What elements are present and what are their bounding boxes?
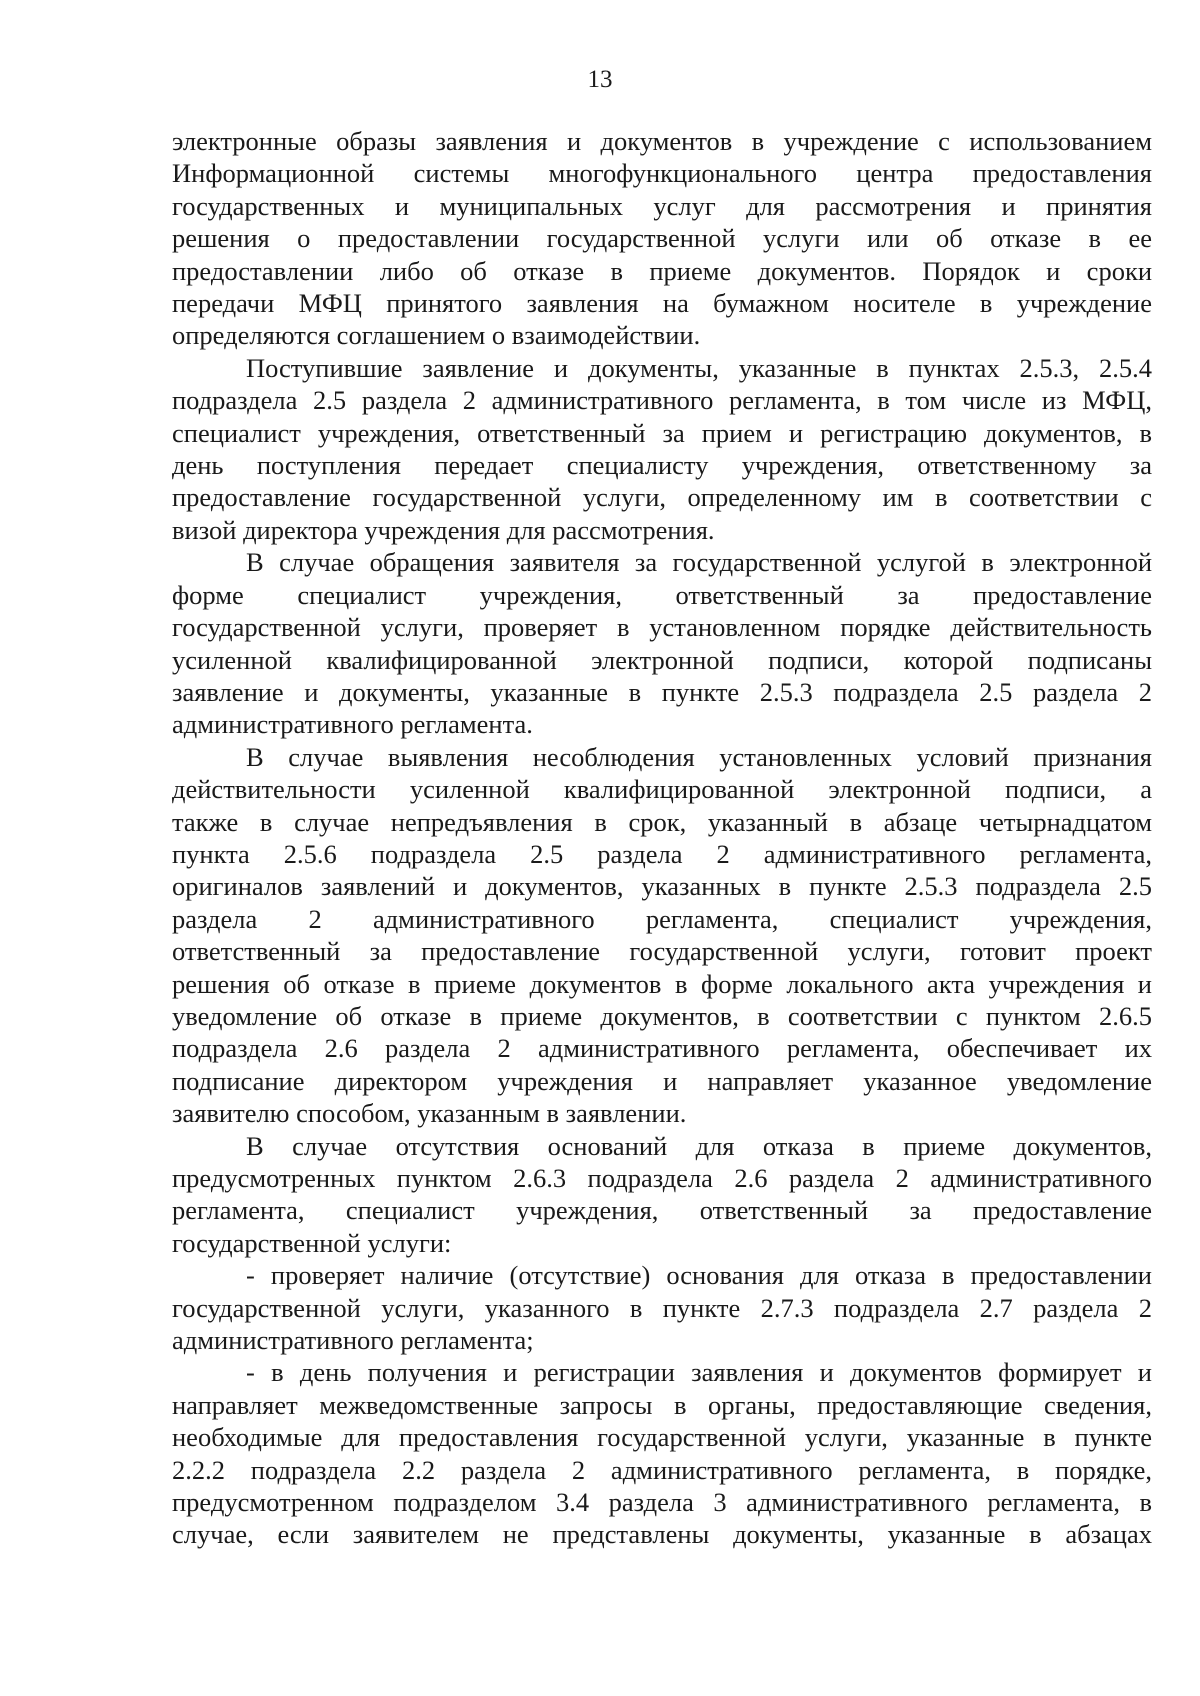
paragraph bbox=[172, 352, 1152, 546]
paragraph bbox=[172, 1130, 1152, 1260]
text-line: государственной услуги, указанного в пункте 2.7.3 подраздела 2.7 раздела 2 bbox=[172, 1292, 1152, 1323]
text-line: В случае выявления несоблюдения установленных условий признания bbox=[246, 741, 1152, 772]
text-line: направляет межведомственные запросы в органы, предоставляющие сведения, bbox=[172, 1389, 1152, 1420]
text-line: решения о предоставлении государственной услуги или об отказе в ее bbox=[172, 223, 1152, 254]
document-body bbox=[172, 125, 1152, 1551]
text-line: действительности усиленной квалифицированной электронной подписи, а bbox=[172, 774, 1152, 805]
text-line: заявителю способом, указанным в заявлении. bbox=[172, 1098, 687, 1129]
text-line: специалист учреждения, ответственный за прием и регистрацию документов, в bbox=[172, 417, 1152, 448]
text-line: также в случае непредъявления в срок, указанный в абзаце четырнадцатом bbox=[172, 806, 1152, 837]
text-line: В случае отсутствия оснований для отказа в приеме документов, bbox=[246, 1130, 1152, 1161]
text-line: государственной услуги, проверяет в установленном порядке действительность bbox=[172, 612, 1152, 643]
paragraph bbox=[172, 125, 1152, 352]
text-line: подраздела 2.5 раздела 2 административного регламента, в том числе из МФЦ, bbox=[172, 385, 1152, 416]
text-line: В случае обращения заявителя за государственной услугой в электронной bbox=[246, 547, 1152, 578]
text-line: случае, если заявителем не представлены документы, указанные в абзацах bbox=[172, 1519, 1152, 1550]
text-line: электронные образы заявления и документов в учреждение с использованием bbox=[172, 126, 1152, 156]
text-line: визой директора учреждения для рассмотрения. bbox=[172, 514, 715, 545]
text-line: передачи МФЦ принятого заявления на бумажном носителе в учреждение bbox=[172, 288, 1152, 319]
paragraph bbox=[172, 741, 1152, 1130]
text-line: административного регламента. bbox=[172, 709, 533, 740]
text-line: государственной услуги: bbox=[172, 1227, 452, 1258]
text-line: ответственный за предоставление государственной услуги, готовит проект bbox=[172, 936, 1152, 967]
text-line: определяются соглашением о взаимодействии. bbox=[172, 320, 701, 351]
text-line: административного регламента; bbox=[172, 1325, 534, 1356]
text-line: заявление и документы, указанные в пункте 2.5.3 подраздела 2.5 раздела 2 bbox=[172, 676, 1152, 707]
text-line: форме специалист учреждения, ответственный за предоставление bbox=[172, 579, 1152, 610]
paragraph bbox=[172, 1259, 1152, 1356]
text-line: оригиналов заявлений и документов, указанных в пункте 2.5.3 подраздела 2.5 bbox=[172, 871, 1152, 902]
text-line: 2.2.2 подраздела 2.2 раздела 2 административного регламента, в порядке, bbox=[172, 1454, 1152, 1485]
text-line: усиленной квалифицированной электронной подписи, которой подписаны bbox=[172, 644, 1152, 675]
text-line: решения об отказе в приеме документов в форме локального акта учреждения и bbox=[172, 968, 1152, 999]
text-line: предусмотренном подразделом 3.4 раздела 3 административного регламента, в bbox=[172, 1487, 1152, 1518]
text-line: Информационной системы многофункционального центра предоставления bbox=[172, 158, 1152, 189]
paragraph bbox=[172, 1356, 1152, 1550]
text-line: предоставление государственной услуги, определенному им в соответствии с bbox=[172, 482, 1152, 513]
paragraph bbox=[172, 546, 1152, 740]
text-line: предусмотренных пунктом 2.6.3 подраздела 2.6 раздела 2 административного bbox=[172, 1163, 1152, 1193]
text-line: государственных и муниципальных услуг для рассмотрения и принятия bbox=[172, 190, 1152, 221]
text-line: - проверяет наличие (отсутствие) основания для отказа в предоставлении bbox=[246, 1260, 1152, 1291]
text-line: регламента, специалист учреждения, ответственный за предоставление bbox=[172, 1195, 1152, 1226]
text-line: необходимые для предоставления государственной услуги, указанные в пункте bbox=[172, 1422, 1152, 1453]
text-line: подписание директором учреждения и направляет указанное уведомление bbox=[172, 1065, 1152, 1096]
text-line: предоставлении либо об отказе в приеме документов. Порядок и сроки bbox=[172, 255, 1152, 286]
text-line: подраздела 2.6 раздела 2 административного регламента, обеспечивает их bbox=[172, 1033, 1152, 1064]
text-line: уведомление об отказе в приеме документов, в соответствии с пунктом 2.6.5 bbox=[172, 1000, 1152, 1031]
text-line: Поступившие заявление и документы, указанные в пунктах 2.5.3, 2.5.4 bbox=[246, 352, 1152, 383]
text-line: пункта 2.5.6 подраздела 2.5 раздела 2 административного регламента, bbox=[172, 838, 1152, 869]
page-number: 13 bbox=[587, 66, 613, 93]
text-line: раздела 2 административного регламента, специалист учреждения, bbox=[172, 903, 1152, 934]
text-line: день поступления передает специалисту учреждения, ответственному за bbox=[172, 450, 1152, 481]
text-line: - в день получения и регистрации заявления и документов формирует и bbox=[246, 1357, 1152, 1388]
